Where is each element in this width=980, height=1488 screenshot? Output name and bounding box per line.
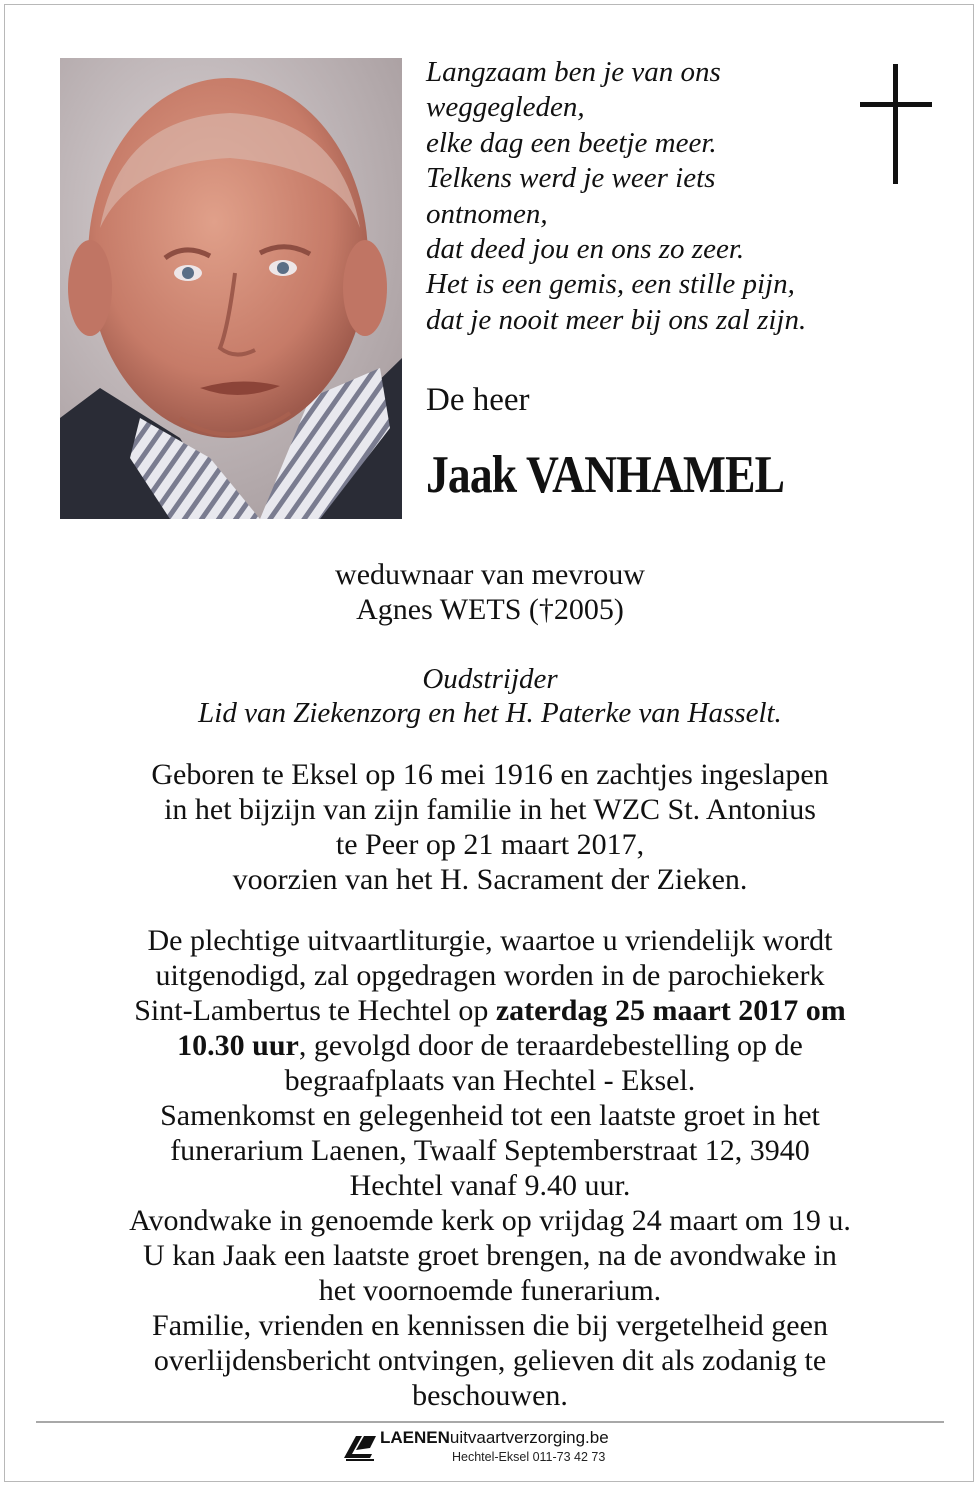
funeral-block bbox=[30, 923, 950, 1413]
poem-line: ontnomen, bbox=[426, 197, 548, 230]
funeral-home-contact: Hechtel-Eksel 011-73 42 73 bbox=[452, 1450, 606, 1464]
funeral-date: zaterdag 25 maart 2017 om bbox=[495, 994, 846, 1027]
funeral-line bbox=[30, 993, 950, 1028]
funeral-line: funerarium Laenen, Twaalf Septemberstraat 12, 3940 bbox=[170, 1134, 810, 1167]
footer-divider bbox=[36, 1421, 944, 1423]
poem-line: dat je nooit meer bij ons zal zijn. bbox=[426, 303, 807, 336]
birth-death-block bbox=[30, 757, 950, 897]
spouse-name: Agnes WETS (†2005) bbox=[356, 593, 624, 626]
funeral-line: uitgenodigd, zal opgedragen worden in de parochiekerk bbox=[155, 959, 825, 992]
poem bbox=[426, 55, 866, 338]
birth-line: Geboren te Eksel op 16 mei 1916 en zachtjes ingeslapen bbox=[151, 758, 829, 791]
poem-line: weggegleden, bbox=[426, 91, 585, 124]
funeral-time: 10.30 uur bbox=[177, 1029, 299, 1062]
funeral-line: Hechtel vanaf 9.40 uur. bbox=[349, 1169, 631, 1202]
honorific: De heer bbox=[426, 382, 530, 418]
funeral-home-footer bbox=[340, 1428, 660, 1472]
brand-domain: uitvaartverzorging.be bbox=[449, 1428, 609, 1447]
funeral-home-brand bbox=[380, 1428, 609, 1448]
funeral-line: begraafplaats van Hechtel - Eksel. bbox=[284, 1064, 696, 1097]
funeral-line: Avondwake in genoemde kerk op vrijdag 24 maart om 19 u. bbox=[129, 1204, 851, 1237]
funeral-line: U kan Jaak een laatste groet brengen, na de avondwake in bbox=[143, 1239, 837, 1272]
poem-line: Het is een gemis, een stille pijn, bbox=[426, 268, 795, 301]
funeral-line: het voornoemde funerarium. bbox=[318, 1274, 662, 1307]
birth-line: in het bijzijn van zijn familie in het WZC St. Antonius bbox=[164, 793, 816, 826]
portrait-photo bbox=[60, 58, 402, 519]
role-line: Lid van Ziekenzorg en het H. Paterke van Hasselt. bbox=[198, 697, 782, 729]
funeral-text: , gevolgd door de teraardebestelling op de bbox=[298, 1029, 803, 1062]
funeral-line bbox=[30, 1028, 950, 1063]
poem-line: Langzaam ben je van ons bbox=[426, 56, 721, 88]
funeral-line: overlijdensbericht ontvingen, gelieven dit als zodanig te bbox=[153, 1344, 827, 1377]
poem-line: Telkens werd je weer iets bbox=[426, 162, 716, 195]
funeral-line: Samenkomst en gelegenheid tot een laatste groet in het bbox=[160, 1099, 820, 1132]
roles-block bbox=[30, 662, 950, 730]
funeral-line: Familie, vrienden en kennissen die bij vergetelheid geen bbox=[152, 1309, 828, 1342]
cross-icon bbox=[860, 64, 932, 186]
brand-name: LAENEN bbox=[380, 1428, 450, 1447]
funeral-line: De plechtige uitvaartliturgie, waartoe u vriendelijk wordt bbox=[147, 924, 833, 957]
poem-line: elke dag een beetje meer. bbox=[426, 126, 717, 159]
spouse-line: weduwnaar van mevrouw bbox=[335, 558, 645, 591]
role-line: Oudstrijder bbox=[422, 663, 558, 695]
laenen-logo-icon bbox=[342, 1430, 378, 1462]
portrait-illustration bbox=[60, 58, 402, 519]
birth-line: te Peer op 21 maart 2017, bbox=[335, 828, 645, 861]
funeral-line: beschouwen. bbox=[412, 1379, 568, 1412]
deceased-name: Jaak VANHAMEL bbox=[426, 446, 785, 504]
birth-line: voorzien van het H. Sacrament der Zieken. bbox=[232, 863, 748, 896]
funeral-text: Sint-Lambertus te Hechtel op bbox=[134, 994, 496, 1027]
poem-line: dat deed jou en ons zo zeer. bbox=[426, 233, 745, 266]
spouse-block bbox=[30, 557, 950, 627]
